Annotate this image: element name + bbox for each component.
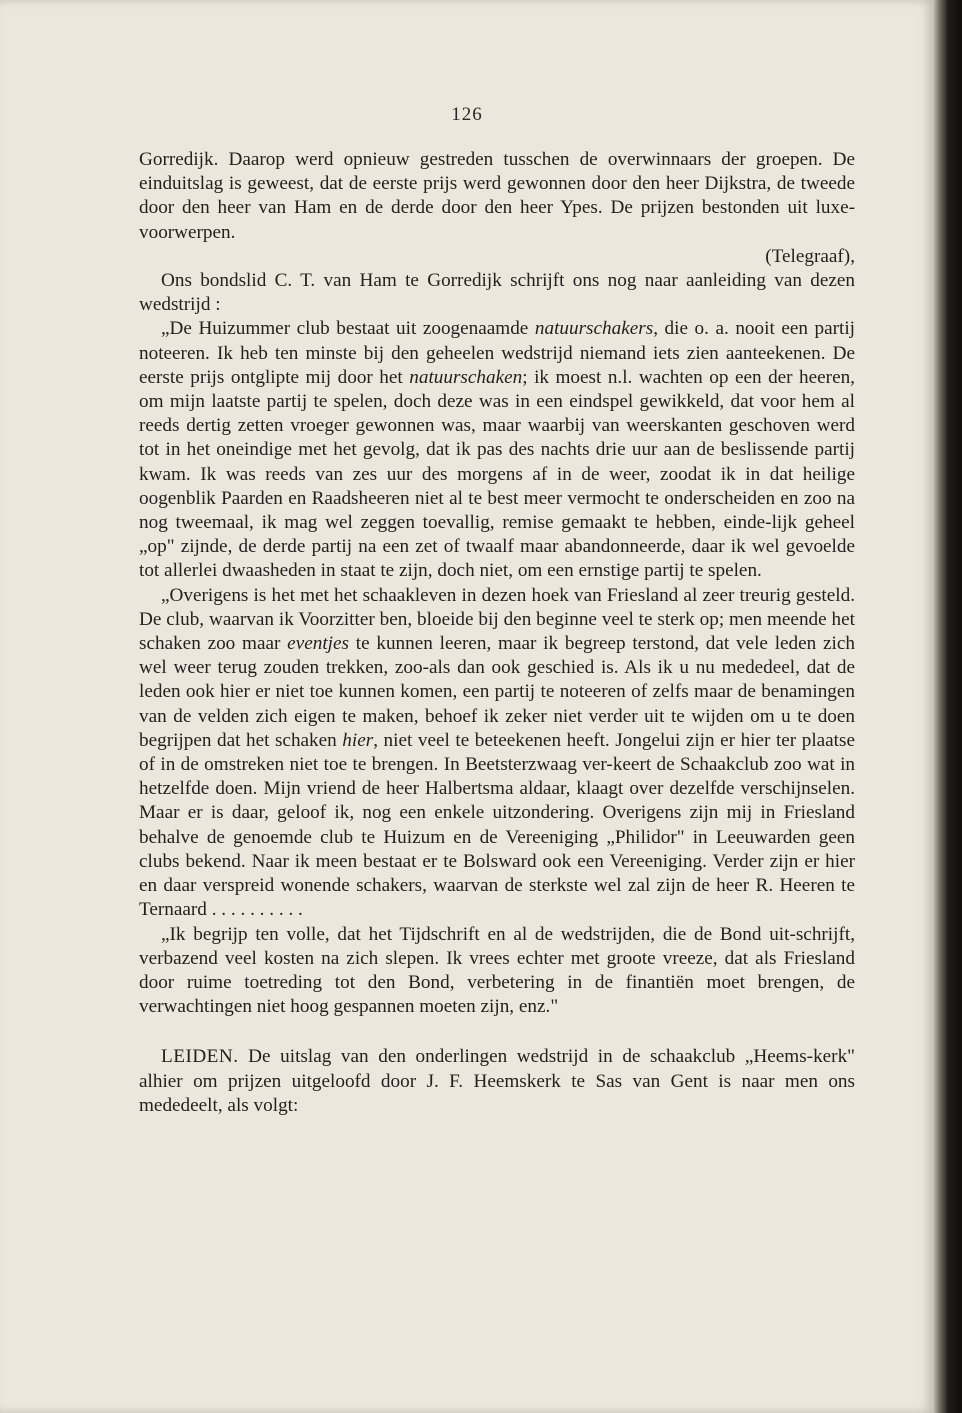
page-number: 126	[451, 104, 483, 125]
paragraph-letter-2: „Overigens is het met het schaakleven in dezen hoek van Friesland al zeer treurig gesteld. De club, waarvan ik Voorzitter ben, bloeide bij den beginne veel te sterk op; men meende het schaken zoo maar eventjes te kunnen leeren, maar ik begreep terstond, dat vele leden zich wel weer terug zouden trekken, zoo-als dan ook geschied is. Als ik u nu mededeel, dat de leden ook hier er niet toe kunnen komen, een partij te noteeren of zelfs maar de benamingen van de velden zich eigen te maken, behoef ik zeker niet verder uit te wijden om u te doen begrijpen dat het schaken hier, niet veel te beteekenen heeft. Jongelui zijn er hier ter plaatse of in de omstreken niet toe te brengen. In Beetsterzwaag ver-keert de Schaakclub zoo wat in hetzelfde doen. Mijn vriend de heer Halbertsma aldaar, klaagt over dezelfde verschijnselen. Maar er is daar, geloof ik, nog een enkele uitzondering. Overigens zijn mij in Friesland behalve de genoemde club te Huizum en de Vereeniging „Philidor" in Leeuwarden geen clubs bekend. Naar ik meen bestaat er te Bolsward ook een Vereeniging. Verder zijn er hier en daar verspreid wonende schakers, waarvan de sterkste wel zal zijn de heer R. Heeren te Ternaard . . . . . . . . . .	[139, 584, 855, 921]
book-page-edge	[934, 0, 962, 1413]
emphasis-text: natuurschaken	[409, 366, 523, 388]
source-attribution: (Telegraaf),	[765, 245, 855, 267]
article-body	[139, 148, 855, 1118]
section-place-name: LEIDEN.	[161, 1046, 239, 1068]
emphasis-text: hier	[342, 729, 374, 751]
paragraph-letter-3: „Ik begrijp ten volle, dat het Tijdschrift en al de wedstrijden, die de Bond uit-schrijft, verbazend veel kosten na zich slepen. Ik vrees echter met groote vreeze, dat als Friesland door ruime toetreding tot den Bond, verbetering in de finantiën moet brengen, de verwachtingen niet hoog gespannen moeten zijn, enz."	[139, 923, 855, 1018]
paragraph-results: Gorredijk. Daarop werd opnieuw gestreden tusschen de overwinnaars der groepen. De einduitslag is geweest, dat de eerste prijs werd gewonnen door den heer Dijkstra, de tweede door den heer van Ham en de derde door den heer Ypes. De prijzen bestonden uit luxe-voorwerpen.	[139, 149, 855, 243]
paragraph-leiden: LEIDEN. De uitslag van den onderlingen wedstrijd in de schaakclub „Heems-kerk" alhier om prijzen uitgeloofd door J. F. Heemskerk te Sas van Gent is naar men ons mededeelt, als volgt:	[139, 1046, 855, 1116]
paragraph-letter-1: „De Huizummer club bestaat uit zoogenaamde natuurschakers, die o. a. nooit een partij noteeren. Ik heb ten minste bij den geheelen wedstrijd niemand iets zien aanteekenen. De eerste prijs ontglipte mij door het natuurschaken; ik moest n.l. wachten op een der heeren, om mijn laatste partij te spelen, doch deze was in een eindspel gewikkeld, dat voor hem al reeds dertig zetten vroeger gewonnen was, maar waarbij van weerskanten geschoven werd tot in het oneindige met het gevolg, dat ik pas des nachts drie uur aan de beslissende partij kwam. Ik was reeds van zes uur des morgens af in de weer, zoodat ik in dat heilige oogenblik Paarden en Raadsheeren niet al te best meer vermocht te onderscheiden en zoo na nog tweemaal, ik mag wel zeggen toevallig, remise gemaakt te hebben, einde-lijk geheel „op" zijnde, de derde partij na een zet of twaalf maar abandonneerde, daar ik wel gevoelde tot allerlei dwaasheden in staat te zijn, doch niet, om een ernstige partij te spelen.	[139, 318, 855, 582]
emphasis-text: natuurschakers	[534, 318, 654, 340]
paragraph-intro-letter: Ons bondslid C. T. van Ham te Gorredijk schrijft ons nog naar aanleiding van dezen wedstrijd :	[139, 270, 855, 316]
emphasis-text: eventjes	[287, 633, 349, 655]
